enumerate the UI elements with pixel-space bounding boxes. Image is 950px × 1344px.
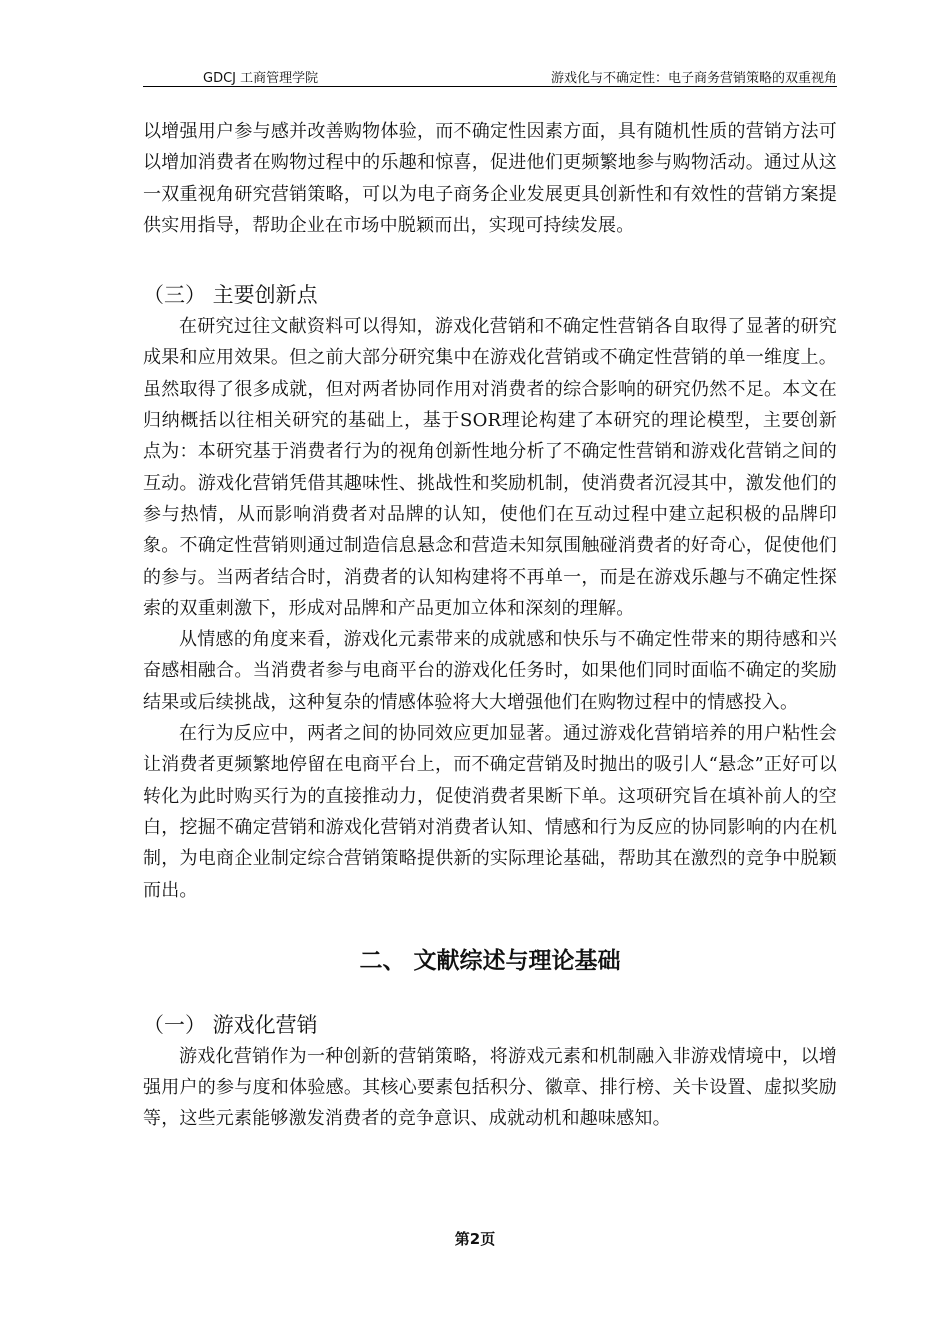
- header-institution: GDCJ 工商管理学院: [203, 71, 319, 86]
- chapter-heading: 二、 文献综述与理论基础: [359, 947, 621, 974]
- page-number: 第2页: [454, 1230, 496, 1248]
- page-header: [143, 64, 837, 87]
- intro-paragraph: 以增强用户参与感并改善购物体验，而不确定性因素方面，具有随机性质的营销方法可以增加消费者在购物过程中的乐趣和惊喜，促进他们更频繁地参与购物活动。通过从这一双重视角研究营销策略，可以为电子商务企业发展更具创新性和有效性的营销方案提供实用指导，帮助企业在市场中脱颖而出，实现可持续发展。: [143, 121, 837, 236]
- section-heading-gamification: （一） 游戏化营销: [143, 1012, 318, 1037]
- header-title: 游戏化与不确定性：电子商务营销策略的双重视角: [550, 71, 837, 86]
- innovation-paragraph-3: 在行为反应中，两者之间的协同效应更加显著。通过游戏化营销培养的用户粘性会让消费者更频繁地停留在电商平台上，而不确定营销及时抛出的吸引人“悬念”正好可以转化为此时购买行为的直接推动力，促使消费者果断下单。这项研究旨在填补前人的空白，挖掘不确定营销和游戏化营销对消费者认知、情感和行为反应的协同影响的内在机制，为电商企业制定综合营销策略提供新的实际理论基础，帮助其在激烈的竞争中脱颖而出。: [143, 723, 837, 901]
- page-body: [143, 116, 837, 1135]
- gamification-paragraph: 游戏化营销作为一种创新的营销策略，将游戏元素和机制融入非游戏情境中，以增强用户的参与度和体验感。其核心要素包括积分、徽章、排行榜、关卡设置、虚拟奖励等，这些元素能够激发消费者的竞争意识、成就动机和趣味感知。: [143, 1045, 837, 1130]
- innovation-paragraph-1: 在研究过往文献资料可以得知，游戏化营销和不确定性营销各自取得了显著的研究成果和应用效果。但之前大部分研究集中在游戏化营销或不确定性营销的单一维度上。虽然取得了很多成就，但对两者协同作用对消费者的综合影响的研究仍然不足。本文在归纳概括以往相关研究的基础上，基于SOR理论构建了本研究的理论模型，主要创新点为：本研究基于消费者行为的视角创新性地分析了不确定性营销和游戏化营销之间的互动。游戏化营销凭借其趣味性、挑战性和奖励机制，使消费者沉浸其中，激发他们的参与热情，从而影响消费者对品牌的认知，使他们在互动过程中建立起积极的品牌印象。不确定性营销则通过制造信息悬念和营造未知氛围触碰消费者的好奇心，促使他们的参与。当两者结合时，消费者的认知构建将不再单一，而是在游戏乐趣与不确定性探索的双重刺激下，形成对品牌和产品更加立体和深刻的理解。: [143, 316, 837, 619]
- section-heading-innovation: （三） 主要创新点: [143, 283, 318, 308]
- innovation-paragraph-2: 从情感的角度来看，游戏化元素带来的成就感和快乐与不确定性带来的期待感和兴奋感相融合。当消费者参与电商平台的游戏化任务时，如果他们同时面临不确定的奖励结果或后续挑战，这种复杂的情感体验将大大增强他们在购物过程中的情感投入。: [143, 629, 837, 713]
